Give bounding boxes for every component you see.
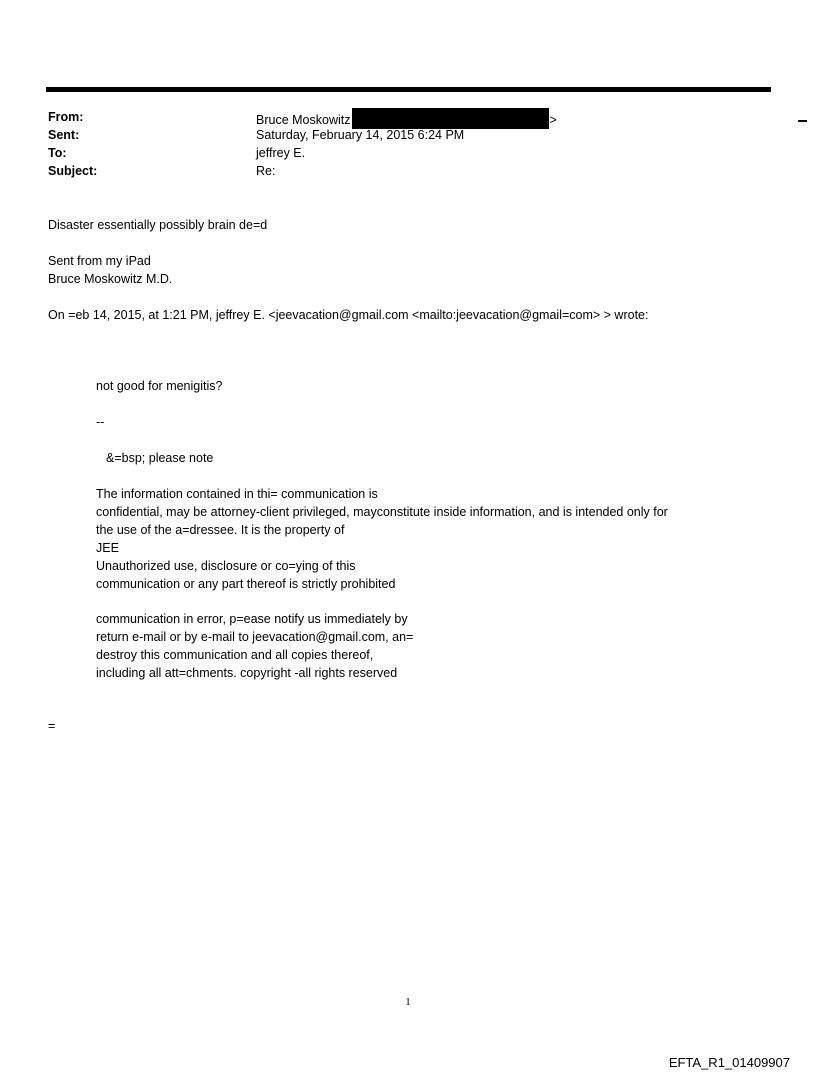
- quoted-line: not good for menigitis?: [96, 379, 223, 393]
- subject-label: Subject:: [48, 164, 98, 178]
- trailing-equals: =: [48, 719, 56, 733]
- from-row: [48, 108, 557, 126]
- to-value: jeffrey E.: [256, 146, 306, 160]
- quote-intro: On =eb 14, 2015, at 1:21 PM, jeffrey E. <jeevacation@gmail.com <mailto:jeevacation@gmail=com> > wrote:: [48, 308, 649, 322]
- email-header: [48, 108, 557, 180]
- to-label: To:: [48, 146, 67, 160]
- reply-line: Disaster essentially possibly brain de=d: [48, 218, 268, 232]
- disclaimer-line: Unauthorized use, disclosure or co=ying of this: [96, 559, 356, 573]
- disclaimer-line: including all att=chments. copyright -all rights reserved: [96, 666, 398, 680]
- disclaimer-line: JEE: [96, 541, 119, 555]
- disclaimer-paragraph-1: [96, 485, 668, 593]
- disclaimer-paragraph-2: [96, 610, 413, 682]
- disclaimer-line: return e-mail or by e-mail to jeevacation@gmail.com, an=: [96, 630, 414, 644]
- disclaimer-line: confidential, may be attorney-client privileged, mayconstitute inside information, and is intended only for: [96, 505, 668, 519]
- sent-label: Sent:: [48, 128, 80, 142]
- subject-value: Re:: [256, 164, 276, 178]
- from-value: [256, 108, 557, 126]
- bates-number: EFTA_R1_01409907: [668, 1055, 790, 1070]
- page-number: 1: [405, 996, 411, 1008]
- disclaimer-line: the use of the a=dressee. It is the property of: [96, 523, 345, 537]
- disclaimer-line: destroy this communication and all copies thereof,: [96, 648, 374, 662]
- subject-row: [48, 162, 557, 180]
- quoted-dashes: --: [96, 415, 105, 429]
- from-name: Bruce Moskowitz: [256, 113, 351, 127]
- from-label: From:: [48, 110, 84, 124]
- header-rule: [46, 87, 771, 92]
- disclaimer-line: communication in error, p=ease notify us immediately by: [96, 612, 408, 626]
- signature-line-1: Sent from my iPad: [48, 254, 151, 268]
- disclaimer-line: The information contained in thi= communication is: [96, 487, 378, 501]
- disclaimer-line: communication or any part thereof is strictly prohibited: [96, 577, 396, 591]
- quoted-note: &=bsp; please note: [106, 451, 214, 465]
- from-tail: >: [549, 113, 557, 127]
- edge-mark: [798, 120, 807, 122]
- sent-value: Saturday, February 14, 2015 6:24 PM: [256, 128, 465, 142]
- signature-line-2: Bruce Moskowitz M.D.: [48, 272, 173, 286]
- to-row: [48, 144, 557, 162]
